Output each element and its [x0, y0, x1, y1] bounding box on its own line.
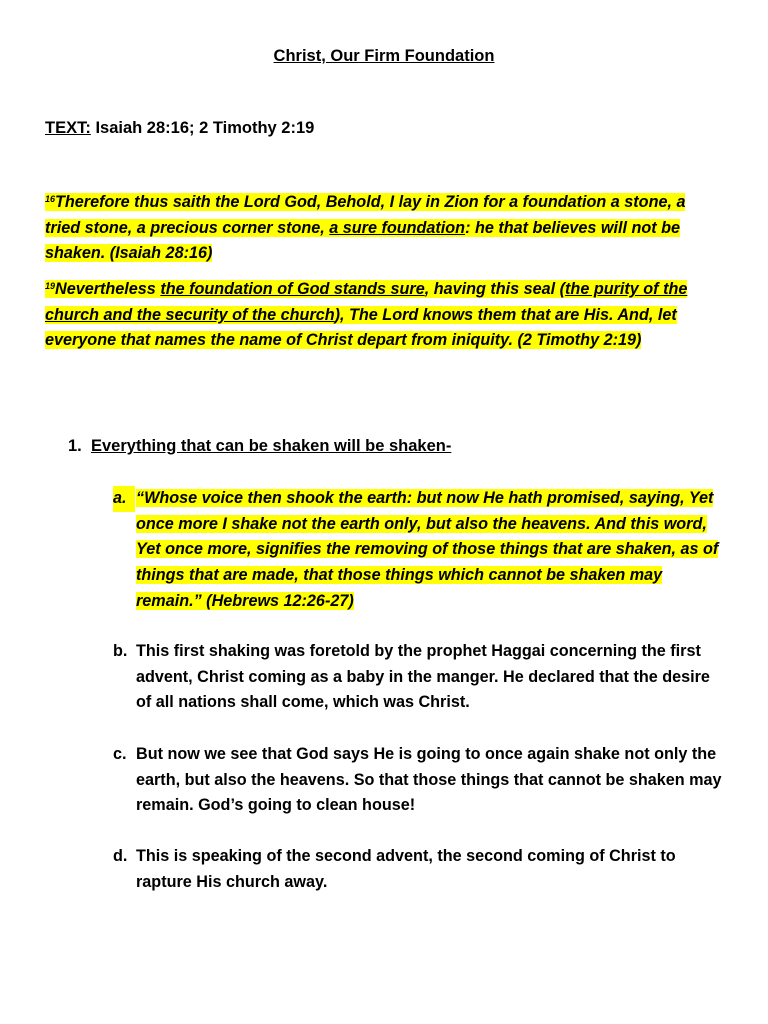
point-number: 1.	[68, 437, 82, 455]
verse-isaiah-highlight	[45, 193, 685, 262]
verse-timothy-highlight	[45, 280, 687, 349]
verse-text: : he that believes will not be shaken. (Isaiah 28:16)	[45, 218, 681, 263]
list-item-a	[113, 486, 723, 615]
document-title: Christ, Our Firm Foundation	[273, 47, 495, 65]
list-item-marker: b.	[113, 642, 128, 660]
list-item-marker: d.	[113, 847, 128, 865]
list-item-c	[113, 742, 723, 819]
verse-underlined-text: a sure foundation	[329, 218, 466, 237]
point-1-heading	[68, 437, 451, 456]
list-item-marker: c.	[113, 745, 127, 763]
verse-text: ), The Lord knows them that are His. And, let everyone that names the name of Christ depart from iniquity. (2 Timothy 2:19)	[45, 305, 677, 350]
text-reference-value: Isaiah 28:16; 2 Timothy 2:19	[95, 119, 315, 137]
verse-number: 16	[45, 194, 56, 204]
list-item-marker: a.	[113, 486, 135, 512]
text-reference	[45, 119, 314, 138]
list-item-text: This first shaking was foretold by the prophet Haggai concerning the first advent, Christ coming as a baby in the manger. He declared that the desire of all nations shall come, which was Christ.	[136, 642, 710, 712]
list-item-d	[113, 844, 723, 895]
list-item-b	[113, 639, 723, 716]
verse-text: Therefore thus saith the Lord God, Behold, I lay in Zion for a foundation a stone, a tried stone, a precious corner stone,	[45, 193, 686, 237]
verse-text: Nevertheless	[55, 280, 161, 298]
point-heading-text: Everything that can be shaken will be shaken-	[91, 437, 452, 455]
list-item-text: “Whose voice then shook the earth: but now He hath promised, saying, Yet once more I shake not the earth only, but also the heavens. And this word, Yet once more, signifies the removing of those things that are shaken, as of things that are made, that those things which cannot be shaken may remain.” (Hebrews 12:26-27)	[136, 489, 719, 610]
verse-underlined-text: the purity of the church and the security of the church	[45, 280, 688, 324]
verse-underlined-text: the foundation of God stands sure	[160, 280, 425, 298]
verse-text: , having this seal (	[424, 280, 566, 298]
text-reference-label: TEXT:	[45, 119, 91, 137]
verse-isaiah	[45, 187, 715, 267]
list-item-text: This is speaking of the second advent, the second coming of Christ to rapture His church away.	[136, 847, 676, 891]
list-item-text: But now we see that God says He is going to once again shake not only the earth, but also the heavens. So that those things that cannot be shaken may remain. God’s going to clean house!	[136, 745, 722, 815]
verse-number: 19	[45, 281, 56, 291]
verse-timothy	[45, 274, 715, 354]
